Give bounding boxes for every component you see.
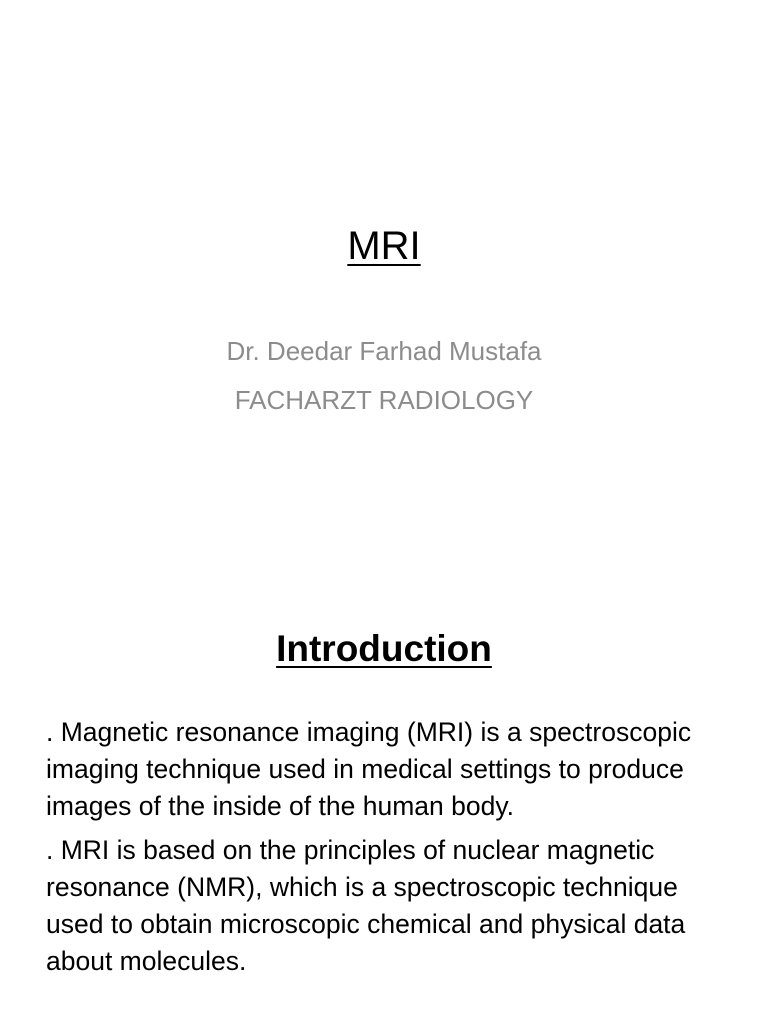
slide-heading: Introduction — [276, 628, 492, 669]
author-name: Dr. Deedar Farhad Mustafa — [226, 336, 542, 366]
slide-title: MRI — [347, 224, 421, 268]
body-paragraph: . Magnetic resonance imaging (MRI) is a spectroscopic imaging technique used in medical settings to produce images of the inside of the human body. — [46, 717, 692, 821]
body-paragraph: . MRI is based on the principles of nuclear magnetic resonance (NMR), which is a spectroscopic technique used to obtain microscopic chemical and physical data about molecules. — [46, 835, 686, 976]
slide-body — [46, 714, 736, 987]
author-affiliation: FACHARZT RADIOLOGY — [234, 385, 534, 415]
introduction-slide — [0, 580, 768, 1024]
